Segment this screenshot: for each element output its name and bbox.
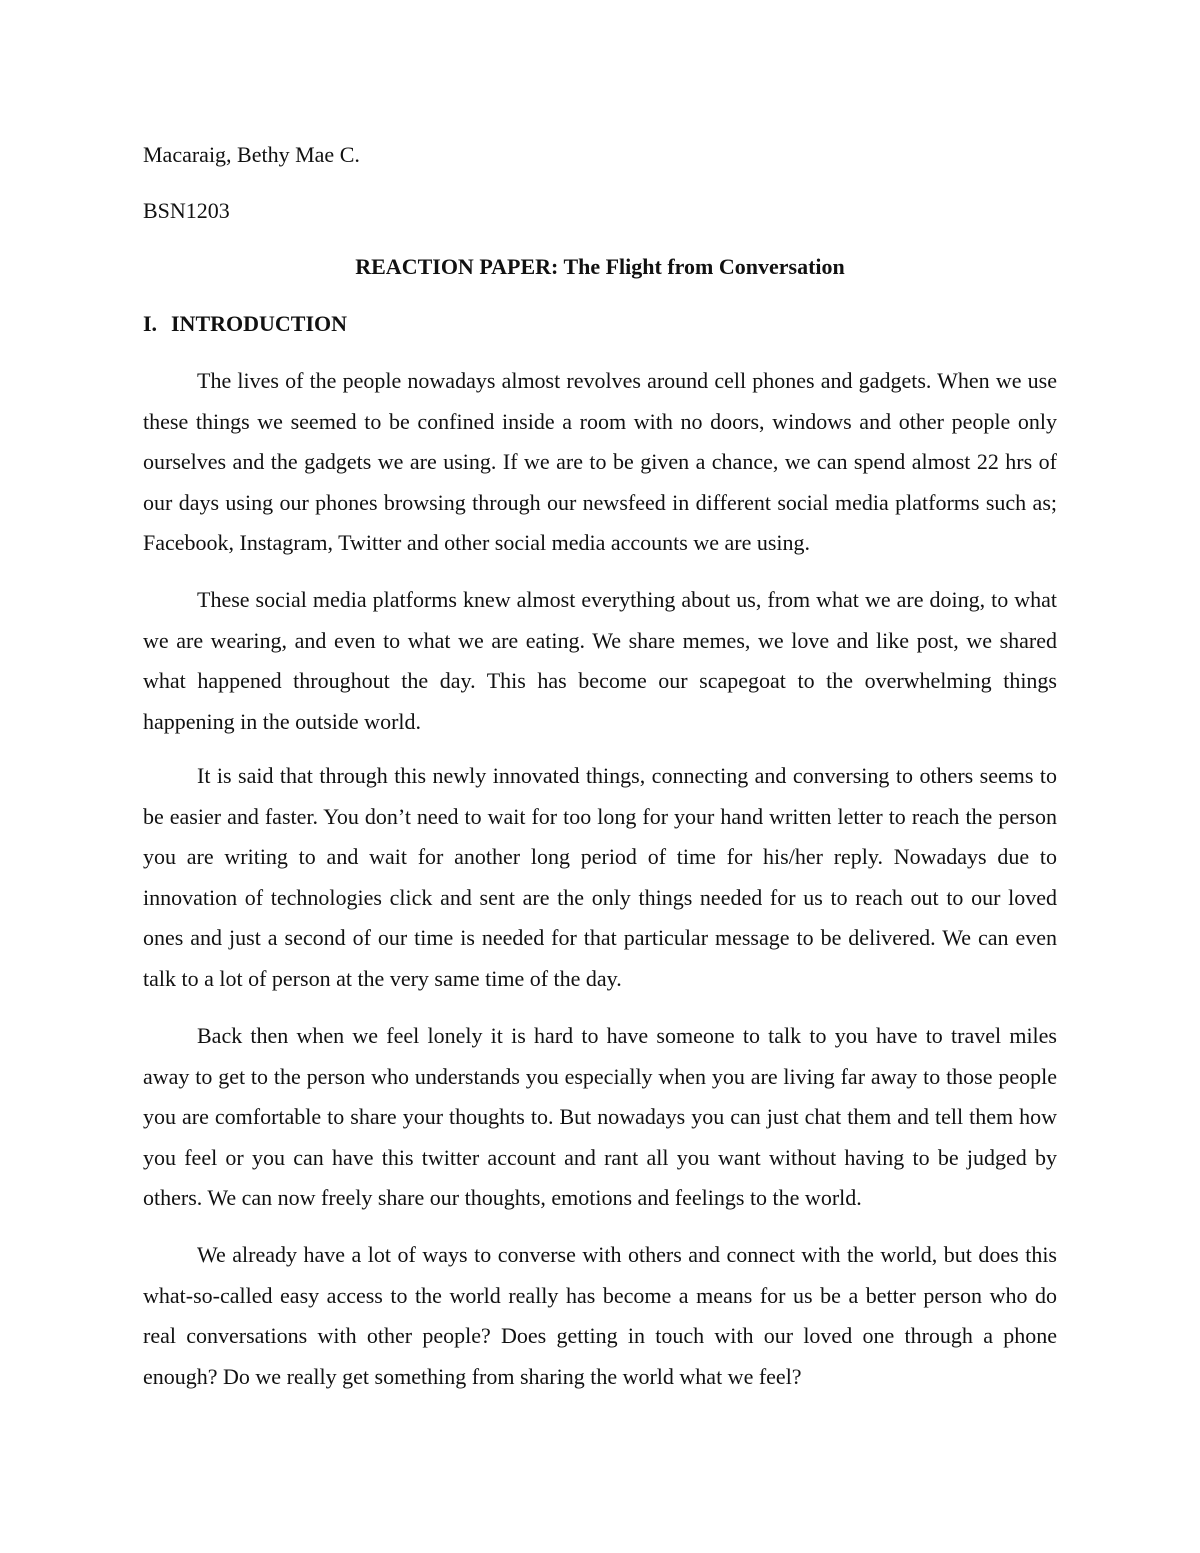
paragraph-3: It is said that through this newly innovated things, connecting and conversing to others seems to be easier and faster. You don’t need to wait for too long for your hand written letter to reach the person you are writing to and wait for another long period of time for his/her reply. Nowadays due to innovation of technologies click and sent are the only things needed for us to reach out to our loved ones and just a second of our time is needed for that particular message to be delivered. We can even talk to a lot of person at the very same time of the day. [143,763,1057,991]
section-heading-text: INTRODUCTION [171,311,348,336]
paragraph-4: Back then when we feel lonely it is hard to have someone to talk to you have to travel miles away to get to the person who understands you especially when you are living far away to those people you are comfortable to share your thoughts to. But nowadays you can just chat them and tell them how you feel or you can have this twitter account and rant all you want without having to be judged by others. We can now freely share our thoughts, emotions and feelings to the world. [143,1023,1057,1211]
section-heading-number: I. [143,311,158,336]
author-name: Macaraig, Bethy Mae C. [143,142,360,167]
paper-title: REACTION PAPER: The Flight from Conversation [355,254,845,279]
paragraph-2: These social media platforms knew almost everything about us, from what we are doing, to what we are wearing, and even to what we are eating. We share memes, we love and like post, we shared what happened throughout the day. This has become our scapegoat to the overwhelming things happening in the outside world. [143,587,1057,734]
paragraph-1: The lives of the people nowadays almost revolves around cell phones and gadgets. When we use these things we seemed to be confined inside a room with no doors, windows and other people only ourselves and the gadgets we are using. If we are to be given a chance, we can spend almost 22 hrs of our days using our phones browsing through our newsfeed in different social media platforms such as; Facebook, Instagram, Twitter and other social media accounts we are using. [143,368,1057,556]
section-heading [143,311,347,337]
section-code: BSN1203 [143,198,230,223]
paragraph-5: We already have a lot of ways to converse with others and connect with the world, but does this what-so-called easy access to the world really has become a means for us be a better person who do real conversations with other people? Does getting in touch with our loved one through a phone enough? Do we really get something from sharing the world what we feel? [143,1242,1057,1389]
